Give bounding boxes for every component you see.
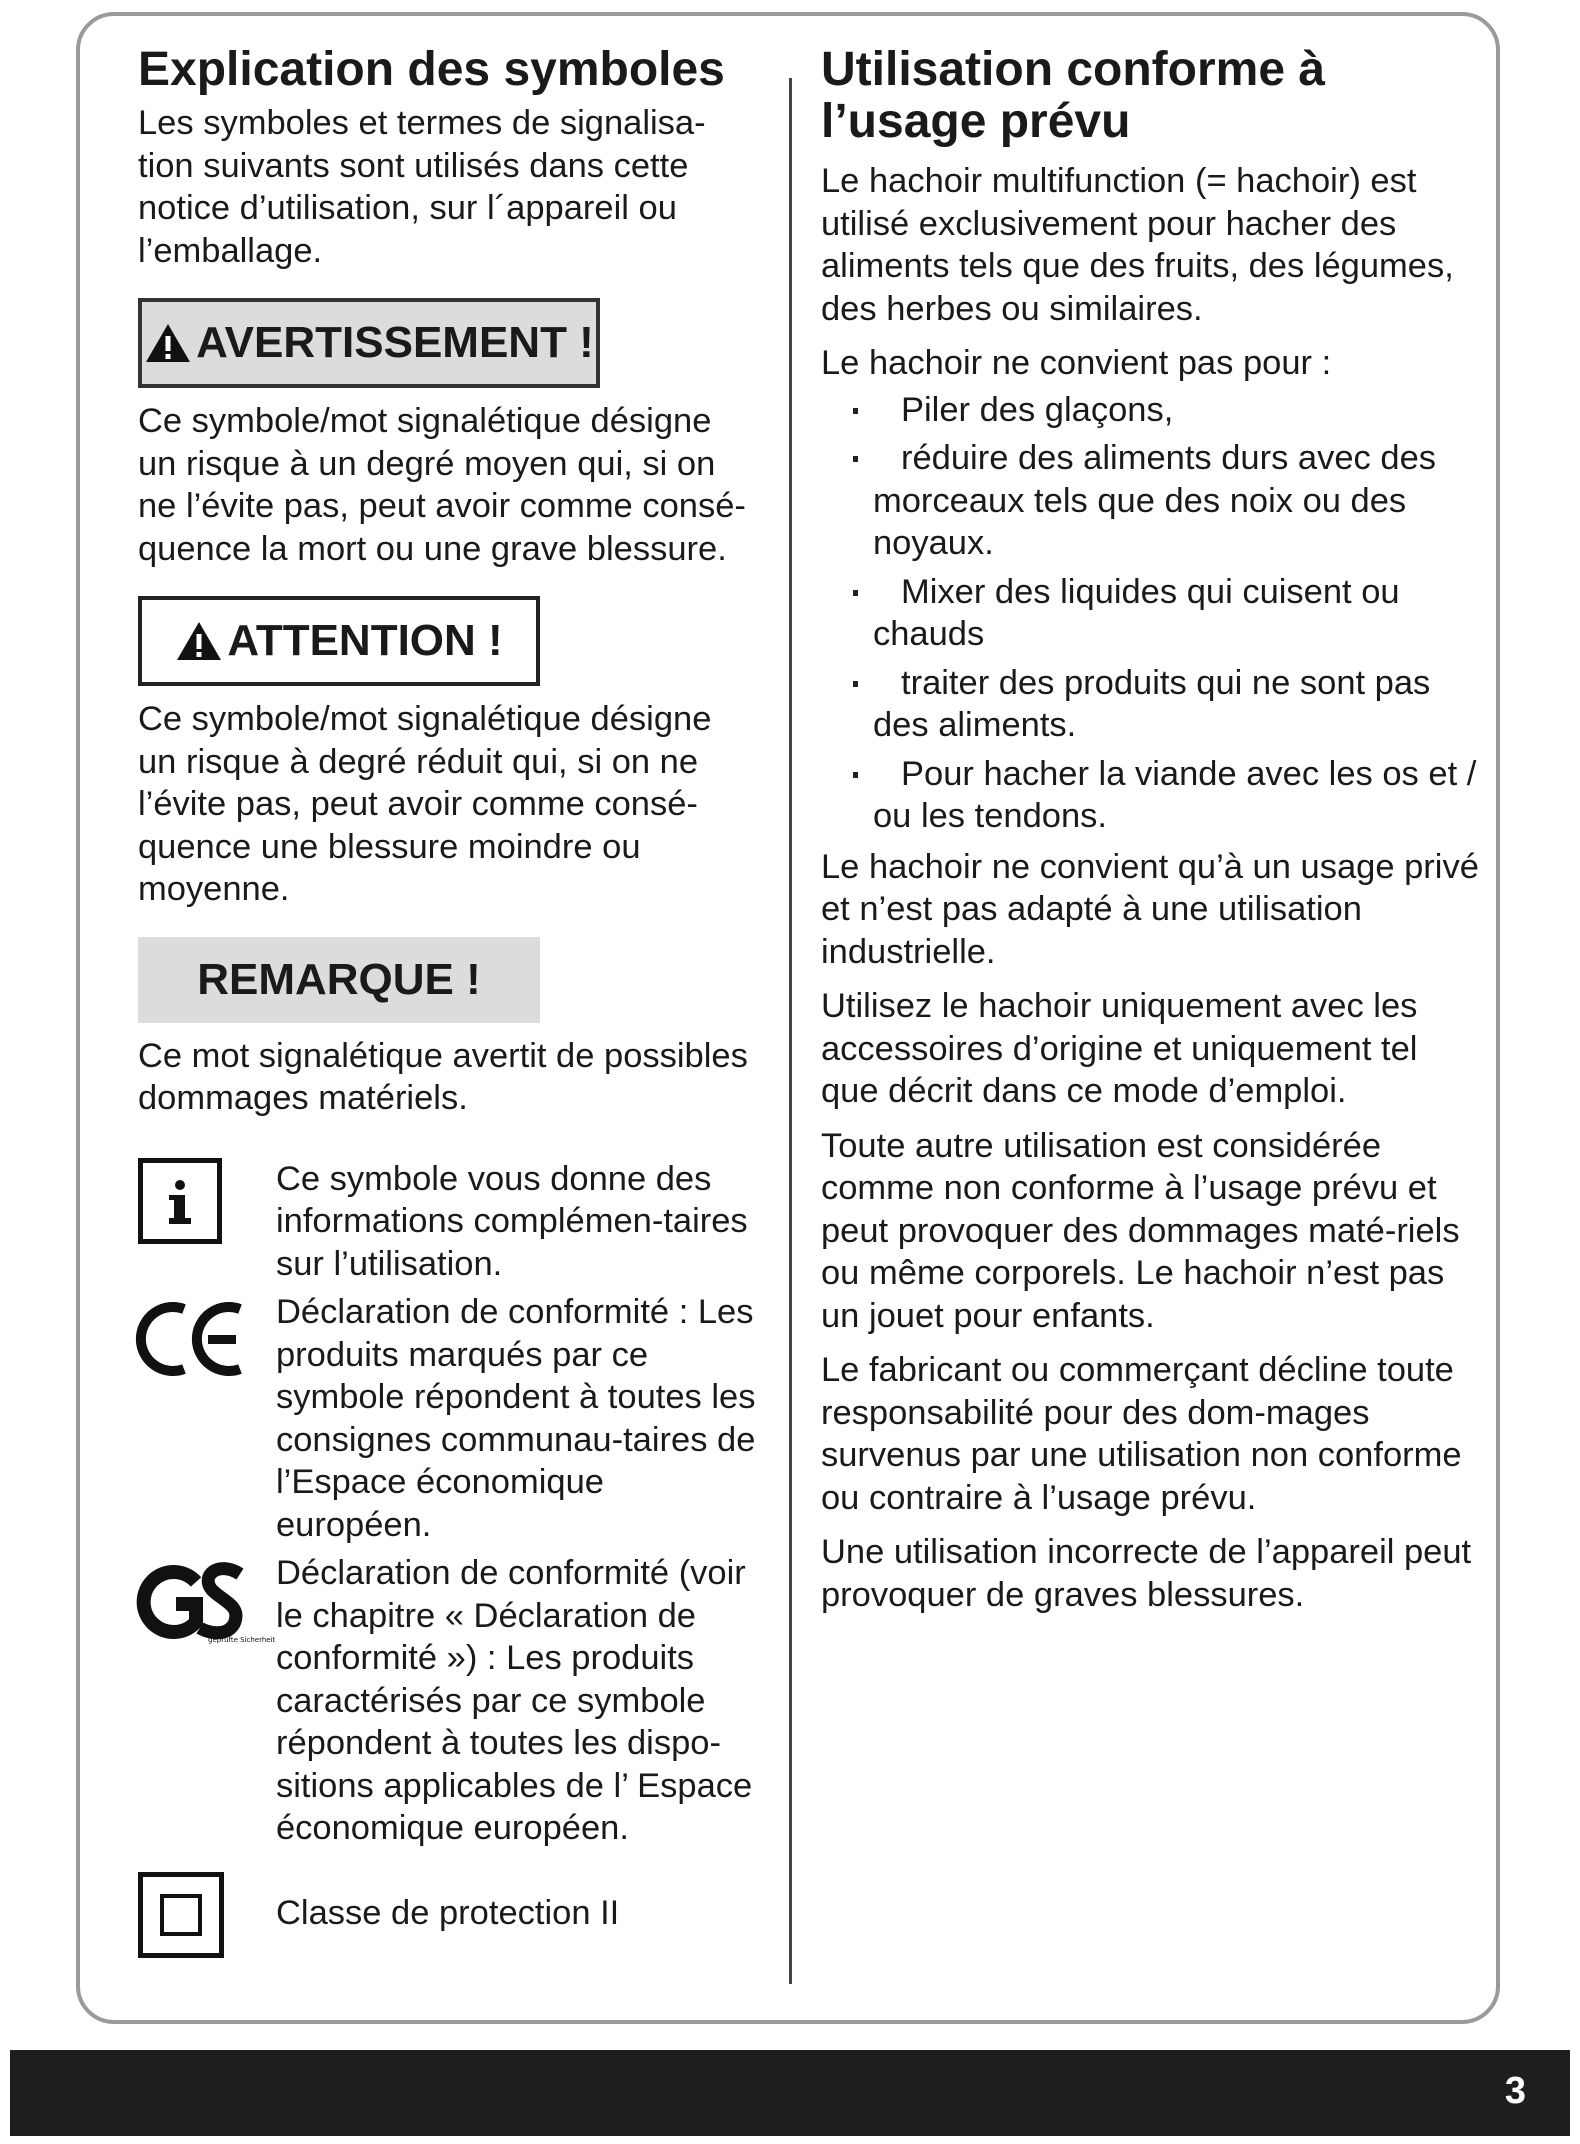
info-symbol-text: Ce symbole vous donne des informations complémen-taires sur l’utilisation.: [276, 1159, 748, 1283]
gs-mark-icon: [138, 1560, 276, 1652]
notice-signal-box: [138, 937, 540, 1023]
caution-text: Ce symbole/mot signalétique désigne un risque à degré réduit qui, si on ne l’évite pas, peut avoir comme consé-quence une blessure moindre ou moyenne.: [138, 700, 712, 908]
usage-heading-line1: Utilisation conforme à: [821, 43, 1326, 96]
protection-class-2-icon: [138, 1872, 224, 1958]
page-number: 3: [1504, 2070, 1526, 2112]
notice-text: Ce mot signalétique avertit de possibles dommages matériels.: [138, 1036, 748, 1117]
symbol-row-ce: [138, 1291, 758, 1546]
usage-paragraph-7: Une utilisation incorrecte de l’appareil peut provoquer de graves blessures.: [821, 1533, 1472, 1614]
warning-label: AVERTISSEMENT !: [196, 318, 594, 367]
unsuitable-list: [821, 389, 1481, 838]
usage-paragraph-2: Le hachoir ne convient pas pour :: [821, 344, 1332, 382]
usage-heading: [821, 44, 1481, 148]
gs-symbol-text: Déclaration de conformité (voir le chapitre « Déclaration de conformité ») : Les produits caractérisés par ce symbole répondent à toutes les dispo-sitions applicables de l’ Espace économique européen.: [276, 1554, 753, 1847]
symbols-heading: Explication des symboles: [138, 43, 725, 96]
list-item: Piler des glaçons,: [821, 389, 1481, 432]
usage-paragraph-3: Le hachoir ne convient qu’à un usage privé et n’est pas adapté à une utilisation industrielle.: [821, 847, 1479, 971]
usage-paragraph-5: Toute autre utilisation est considérée comme non conforme à l’usage prévu et peut provoquer des dommages maté-riels ou même corporels. Le hachoir n’est pas un jouet pour enfants.: [821, 1126, 1460, 1335]
usage-paragraph-1: Le hachoir multifunction (= hachoir) est utilisé exclusivement pour hacher des aliments tels que des fruits, des légumes, des herbes ou similaires.: [821, 162, 1454, 328]
usage-heading-line2: l’usage prévu: [821, 95, 1131, 148]
symbols-intro: Les symboles et termes de signalisa-tion suivants sont utilisés dans cette notice d’utilisation, sur l´appareil ou l’emballage.: [138, 104, 706, 270]
list-item: Mixer des liquides qui cuisent ou chauds: [821, 571, 1481, 656]
list-item: traiter des produits qui ne sont pas des aliments.: [821, 662, 1481, 747]
gs-logo-text: geprüfte Sicherheit: [208, 1636, 276, 1644]
info-icon: [138, 1158, 222, 1244]
protection-symbol-text: Classe de protection II: [276, 1893, 620, 1932]
caution-label: ATTENTION !: [227, 616, 503, 665]
symbol-row-protection: [138, 1872, 758, 1958]
symbol-row-gs: [138, 1552, 758, 1850]
caution-signal-box: [138, 596, 540, 686]
column-divider: [789, 78, 792, 1984]
usage-paragraph-4: Utilisez le hachoir uniquement avec les accessoires d’origine et uniquement tel que décrit dans ce mode d’emploi.: [821, 987, 1418, 1110]
ce-mark-icon: [138, 1299, 248, 1379]
caution-triangle-icon: [175, 620, 223, 662]
usage-paragraph-6: Le fabricant ou commerçant décline toute responsabilité pour des dom-mages survenus par une utilisation non conforme ou contraire à l’usage prévu.: [821, 1351, 1462, 1517]
warning-triangle-icon: [144, 322, 192, 364]
footer-bar: [10, 2050, 1570, 2136]
right-column: [821, 44, 1481, 1628]
list-item: Pour hacher la viande avec les os et / ou les tendons.: [821, 753, 1481, 838]
list-item: réduire des aliments durs avec des morceaux tels que des noix ou des noyaux.: [821, 437, 1481, 565]
notice-label: REMARQUE !: [197, 954, 481, 1004]
ce-symbol-text: Déclaration de conformité : Les produits marqués par ce symbole répondent à toutes les consignes communau-taires de l’Espace économique européen.: [276, 1293, 756, 1544]
warning-text: Ce symbole/mot signalétique désigne un risque à un degré moyen qui, si on ne l’évite pas, peut avoir comme consé-quence la mort ou une grave blessure.: [138, 402, 746, 568]
symbol-row-info: [138, 1158, 758, 1286]
left-column: [138, 44, 758, 1964]
warning-signal-box: [138, 298, 600, 388]
